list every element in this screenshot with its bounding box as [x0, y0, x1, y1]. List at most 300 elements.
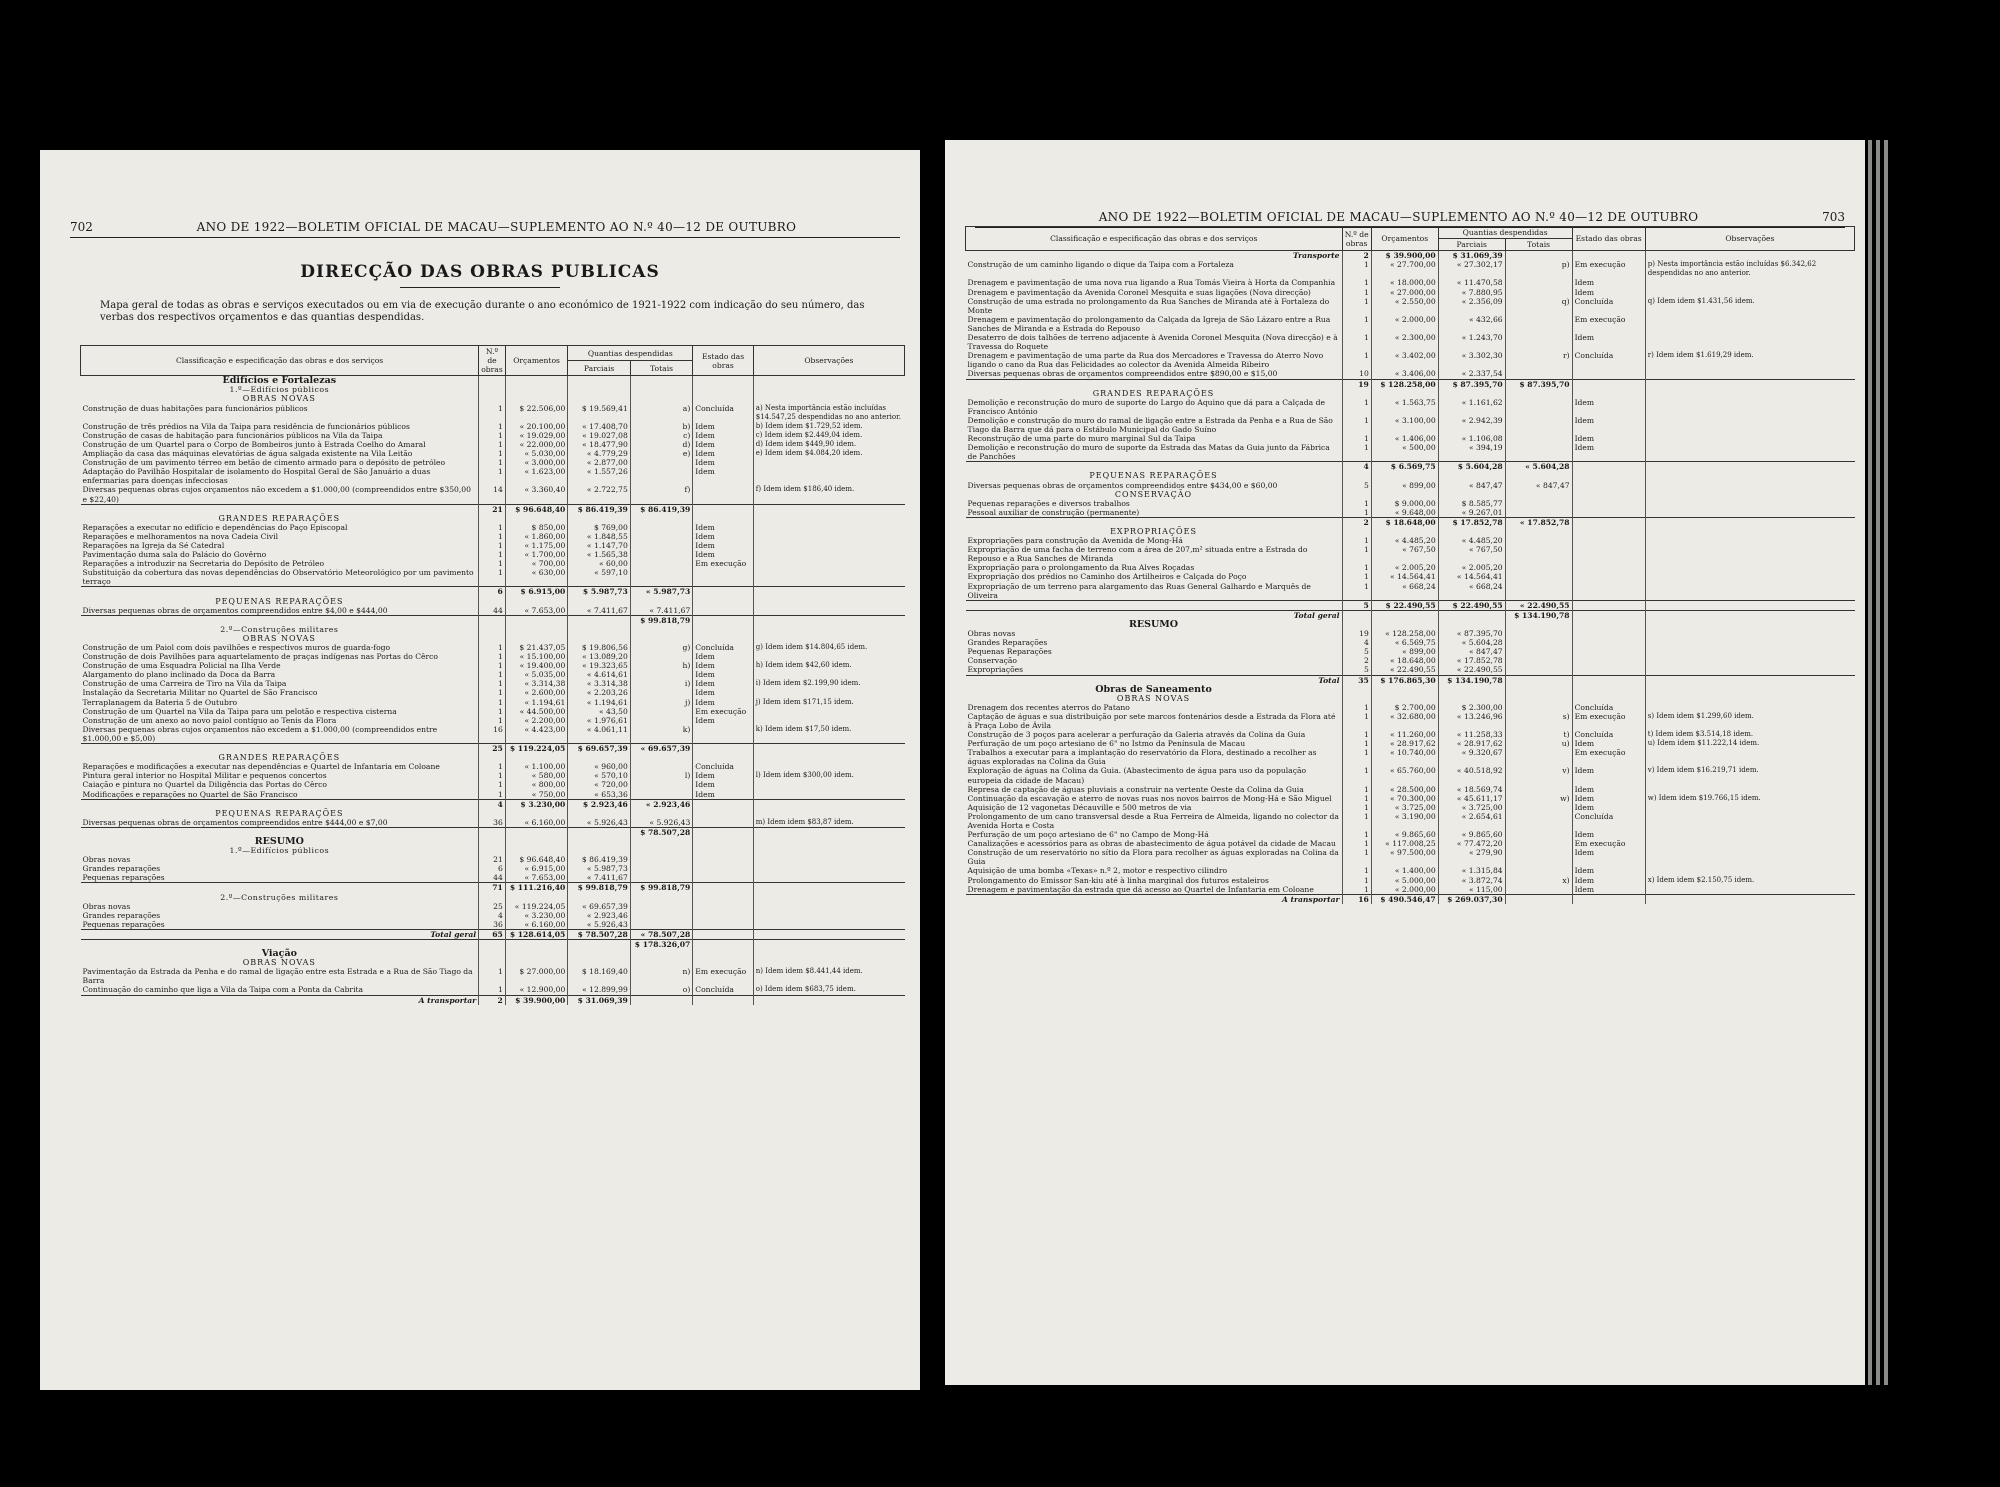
- empty-cell: [1505, 490, 1572, 499]
- col-count: N.º de obras: [479, 346, 506, 376]
- empty-cell: [505, 893, 567, 902]
- right-page: [945, 140, 1865, 1385]
- budget-cell: « 5.035,00: [505, 670, 567, 679]
- partial-cell: « 14.564,41: [1438, 572, 1505, 581]
- empty-cell: [568, 625, 630, 634]
- notes-cell: [1645, 333, 1854, 351]
- total-cell: [1505, 866, 1572, 875]
- state-cell: [693, 818, 753, 828]
- state-cell: Idem: [693, 541, 753, 550]
- notes-cell: q) Idem idem $1.431,56 idem.: [1645, 297, 1854, 315]
- count-cell: 1: [1342, 739, 1371, 748]
- budget-cell: « 6.160,00: [505, 920, 567, 930]
- count-cell: 1: [1342, 434, 1371, 443]
- table-row: [81, 698, 905, 707]
- partial-cell: « 570,10: [568, 771, 630, 780]
- page-edge: [1876, 140, 1880, 1385]
- empty-cell: [753, 846, 904, 855]
- empty-cell: [630, 385, 692, 394]
- total-cell: [630, 902, 692, 911]
- partial-cell: « 3.725,00: [1438, 803, 1505, 812]
- total-cell: [1505, 703, 1572, 712]
- description-cell: Conservação: [967, 656, 1017, 666]
- budget-cell: « 1.563,75: [1371, 398, 1438, 416]
- state-cell: Idem: [1572, 398, 1645, 416]
- state-cell: [1572, 647, 1645, 656]
- total-cell: [1505, 812, 1572, 830]
- budget-cell: « 1.194,61: [505, 698, 567, 707]
- empty-cell: [630, 949, 692, 958]
- description-cell: Drenagem dos recentes aterros do Patano: [967, 702, 1130, 712]
- state-cell: [1572, 563, 1645, 572]
- count-cell: 1: [479, 431, 506, 440]
- state-cell: [693, 568, 753, 587]
- empty-cell: [693, 376, 753, 386]
- partial-cell: « 11.258,33: [1438, 730, 1505, 739]
- notes-cell: [1645, 703, 1854, 712]
- total-cell: i): [630, 679, 692, 688]
- partial-cell: « 87.395,70: [1438, 629, 1505, 638]
- partial-cell: « 18.569,74: [1438, 785, 1505, 794]
- state-cell: Idem: [693, 771, 753, 780]
- count-cell: 19: [1342, 379, 1371, 389]
- state-cell: Concluída: [693, 985, 753, 995]
- description-cell: Substituição da cobertura das novas dependências do Observatório Meteorológico por um pavimento terraço: [82, 568, 474, 587]
- state-cell: [1572, 582, 1645, 601]
- description-cell: Construção de duas habitações para funcionários públicos: [82, 403, 308, 413]
- partial-cell: « 1.161,62: [1438, 398, 1505, 416]
- count-cell: 1: [1342, 508, 1371, 518]
- partial-cell: $ 19.806,56: [568, 643, 630, 652]
- table-row: [81, 550, 905, 559]
- empty-cell: [693, 514, 753, 523]
- state-cell: [693, 725, 753, 744]
- table-row: [966, 536, 1855, 545]
- description-cell: Reparações a introduzir na Secretaria do Depósito de Petróleo: [82, 559, 325, 569]
- total-cell: [1505, 675, 1572, 685]
- total-cell: [1505, 536, 1572, 545]
- count-cell: 10: [1342, 369, 1371, 379]
- total-cell: $ 178.326,07: [630, 940, 692, 950]
- table-row: [81, 771, 905, 780]
- table-row: [966, 471, 1855, 480]
- section-heading: 1.º—Edifícios públicos: [229, 846, 330, 856]
- empty-cell: [479, 376, 506, 386]
- partial-cell: « 847,47: [1438, 647, 1505, 656]
- table-row: [81, 670, 905, 679]
- table-row: [81, 799, 905, 809]
- state-cell: Idem: [1572, 278, 1645, 287]
- table-row: [966, 315, 1855, 333]
- budget-cell: « 2.005,20: [1371, 563, 1438, 572]
- total-cell: [1505, 315, 1572, 333]
- table-row: [966, 703, 1855, 712]
- state-cell: Idem: [693, 661, 753, 670]
- partial-cell: « 7.880,95: [1438, 288, 1505, 297]
- partial-cell: [568, 615, 630, 625]
- empty-cell: [505, 514, 567, 523]
- count-cell: 1: [1342, 288, 1371, 297]
- section-heading: OBRAS NOVAS: [242, 633, 316, 643]
- budget-cell: « 6.160,00: [505, 818, 567, 828]
- partial-cell: « 847,47: [1438, 481, 1505, 490]
- count-cell: 1: [1342, 703, 1371, 712]
- description-cell: Drenagem e pavimentação de uma nova rua ligando a Rua Tomás Vieira à Horta da Companhia: [967, 278, 1336, 288]
- table-row: [966, 876, 1855, 885]
- budget-cell: « 2.000,00: [1371, 315, 1438, 333]
- table-row: [966, 508, 1855, 518]
- description-cell: Total: [966, 675, 1343, 685]
- state-cell: Concluída: [1572, 351, 1645, 369]
- empty-cell: [479, 846, 506, 855]
- empty-cell: [753, 753, 904, 762]
- description-cell: Ampliação da casa das máquinas elevatórias de água salgada existente na Vila Leitão: [82, 449, 413, 459]
- table-row: [81, 625, 905, 634]
- partial-cell: « 3.302,30: [1438, 351, 1505, 369]
- notes-cell: [753, 873, 904, 883]
- budget-cell: $ 22.506,00: [505, 404, 567, 422]
- empty-cell: [1371, 620, 1438, 629]
- notes-cell: [753, 827, 904, 837]
- empty-cell: [693, 893, 753, 902]
- state-cell: [693, 827, 753, 837]
- description-cell: Demolição e construção do muro do ramal de ligação entre a Estrada da Penha e a Rua de São Tiago da Barra que dá para o Estábulo Municipal do Gado Suíno: [967, 415, 1333, 434]
- empty-cell: [630, 634, 692, 643]
- partial-cell: $ 19.569,41: [568, 404, 630, 422]
- budget-cell: $ 96.648,40: [505, 504, 567, 514]
- state-cell: [1572, 379, 1645, 389]
- total-cell: [1505, 894, 1572, 904]
- partial-cell: [568, 940, 630, 950]
- state-cell: [1572, 517, 1645, 527]
- budget-cell: « 580,00: [505, 771, 567, 780]
- budget-cell: « 1.623,00: [505, 467, 567, 485]
- count-cell: 36: [479, 818, 506, 828]
- notes-cell: [1645, 572, 1854, 581]
- description-cell: Diversas pequenas obras de orçamentos compreendidos entre $4,00 e $444,00: [82, 605, 388, 615]
- table-row: [81, 725, 905, 744]
- budget-cell: « 3.406,00: [1371, 369, 1438, 379]
- count-cell: 2: [479, 995, 506, 1005]
- description-cell: Construção de um caminho ligando o dique da Taipa com a Fortaleza: [967, 260, 1234, 270]
- total-cell: [1505, 665, 1572, 675]
- notes-cell: [1645, 656, 1854, 665]
- count-cell: 1: [479, 967, 506, 985]
- count-cell: 1: [479, 716, 506, 725]
- total-cell: $ 86.419,39: [630, 504, 692, 514]
- table-row: [81, 809, 905, 818]
- total-cell: [1505, 288, 1572, 297]
- empty-cell: [693, 809, 753, 818]
- right-table-body: [966, 251, 1855, 904]
- empty-cell: [1572, 490, 1645, 499]
- state-cell: Concluída: [1572, 703, 1645, 712]
- description-cell: Diversas pequenas obras de orçamentos compreendidos entre $444,00 e $7,00: [82, 817, 388, 827]
- description-cell: Reparações na Igreja da Sé Catedral: [82, 540, 225, 550]
- empty-cell: [1371, 685, 1438, 694]
- empty-cell: [1438, 471, 1505, 480]
- state-cell: Concluída: [693, 404, 753, 422]
- total-cell: [630, 716, 692, 725]
- count-cell: 1: [479, 541, 506, 550]
- budget-cell: « 3.725,00: [1371, 803, 1438, 812]
- budget-cell: « 1.860,00: [505, 532, 567, 541]
- description-cell: Diversas pequenas obras cujos orçamentos não excedem a $1.000,00 (compreendidos entre $350,00 e $22,40): [82, 485, 471, 504]
- table-row: [966, 665, 1855, 675]
- state-cell: Idem: [693, 679, 753, 688]
- section-heading: OBRAS NOVAS: [242, 958, 316, 968]
- empty-cell: [505, 634, 567, 643]
- state-cell: [1572, 638, 1645, 647]
- description-cell: Construção de um Quartel na Vila da Taipa para um pelotão e respectiva cisterna: [82, 706, 397, 716]
- section-heading: CONSERVAÇÃO: [1114, 489, 1193, 499]
- count-cell: 5: [1342, 481, 1371, 490]
- budget-cell: « 1.175,00: [505, 541, 567, 550]
- notes-cell: [1645, 434, 1854, 443]
- empty-cell: [505, 597, 567, 606]
- empty-cell: [568, 949, 630, 958]
- partial-cell: « 668,24: [1438, 582, 1505, 601]
- table-row: [81, 827, 905, 837]
- total-cell: $ 99.818,79: [630, 615, 692, 625]
- empty-cell: [753, 514, 904, 523]
- total-cell: [1505, 369, 1572, 379]
- col-totals: Totais: [630, 361, 692, 376]
- count-cell: 14: [479, 485, 506, 504]
- budget-cell: « 3.402,00: [1371, 351, 1438, 369]
- total-cell: « 5.987,73: [630, 587, 692, 597]
- description-cell: Demolição e reconstrução do muro de suporte do Largo do Aquino que dá para a Calçada de Francisco António: [967, 397, 1325, 416]
- notes-cell: [1645, 638, 1854, 647]
- partial-cell: $ 18.169,40: [568, 967, 630, 985]
- empty-cell: [630, 837, 692, 846]
- notes-cell: t) Idem idem $3.514,18 idem.: [1645, 730, 1854, 739]
- table-row: [966, 563, 1855, 572]
- total-cell: x): [1505, 876, 1572, 885]
- state-cell: [1572, 629, 1645, 638]
- budget-cell: « 3.360,40: [505, 485, 567, 504]
- description-cell: Alargamento do plano inclinado da Doca da Barra: [82, 670, 276, 680]
- col-count-r: N.º de obras: [1342, 227, 1371, 251]
- notes-cell: [1645, 894, 1854, 904]
- notes-cell: [753, 523, 904, 532]
- description-cell: Prolongamento de um cano transversal desde a Rua Ferreira de Almeida, ligando no colector da Avenida Horta e Costa: [967, 811, 1339, 830]
- empty-cell: [1438, 527, 1505, 536]
- empty-cell: [1572, 685, 1645, 694]
- state-cell: Idem: [1572, 885, 1645, 895]
- empty-cell: [1645, 694, 1854, 703]
- total-cell: [630, 920, 692, 930]
- budget-cell: « 117.008,25: [1371, 839, 1438, 848]
- partial-cell: « 2.654,61: [1438, 812, 1505, 830]
- empty-cell: [479, 893, 506, 902]
- page-number-left: 702: [70, 220, 93, 234]
- table-row: [81, 883, 905, 893]
- table-row: [966, 794, 1855, 803]
- table-row: [966, 517, 1855, 527]
- notes-cell: [753, 559, 904, 568]
- table-row: [81, 920, 905, 930]
- table-row: [81, 485, 905, 504]
- state-cell: [693, 606, 753, 616]
- partial-cell: $ 78.507,28: [568, 929, 630, 939]
- count-cell: 21: [479, 504, 506, 514]
- state-cell: [693, 873, 753, 883]
- count-cell: 4: [479, 799, 506, 809]
- state-cell: [693, 744, 753, 754]
- notes-cell: [1645, 629, 1854, 638]
- empty-cell: [479, 753, 506, 762]
- description-cell: Construção de três prédios na Vila da Taipa para residência de funcionários públicos: [82, 421, 410, 431]
- partial-cell: « 2.005,20: [1438, 563, 1505, 572]
- partial-cell: $ 5.987,73: [568, 587, 630, 597]
- description-cell: Transporte: [966, 251, 1343, 261]
- partial-cell: « 7.411,67: [568, 606, 630, 616]
- count-cell: 1: [479, 449, 506, 458]
- count-cell: 1: [1342, 830, 1371, 839]
- notes-cell: [1645, 398, 1854, 416]
- col-state: Estado das obras: [693, 346, 753, 376]
- state-cell: [1572, 656, 1645, 665]
- empty-cell: [753, 949, 904, 958]
- table-row: [81, 652, 905, 661]
- table-row: [966, 434, 1855, 443]
- partial-cell: « 77.472,20: [1438, 839, 1505, 848]
- total-cell: $ 78.507,28: [630, 827, 692, 837]
- notes-cell: r) Idem idem $1.619,29 idem.: [1645, 351, 1854, 369]
- table-row: [966, 389, 1855, 398]
- count-cell: 1: [1342, 563, 1371, 572]
- budget-cell: « 15.100,00: [505, 652, 567, 661]
- count-cell: [479, 940, 506, 950]
- table-row: [81, 837, 905, 846]
- notes-cell: [1645, 536, 1854, 545]
- empty-cell: [1572, 620, 1645, 629]
- notes-cell: [753, 716, 904, 725]
- partial-cell: $ 5.604,28: [1438, 462, 1505, 472]
- total-cell: [630, 559, 692, 568]
- count-cell: 4: [1342, 638, 1371, 647]
- empty-cell: [1645, 685, 1854, 694]
- state-cell: Em execução: [1572, 315, 1645, 333]
- description-cell: Expropriação dos prédios no Caminho dos Artilheiros e Calçada do Poço: [967, 572, 1247, 582]
- total-cell: a): [630, 404, 692, 422]
- count-cell: 1: [1342, 848, 1371, 866]
- state-cell: Idem: [693, 688, 753, 697]
- table-row: [81, 949, 905, 958]
- state-cell: [693, 799, 753, 809]
- notes-cell: [1645, 508, 1854, 518]
- notes-cell: [753, 940, 904, 950]
- count-cell: 21: [479, 855, 506, 864]
- count-cell: 1: [1342, 866, 1371, 875]
- state-cell: [1572, 610, 1645, 620]
- total-cell: [1505, 333, 1572, 351]
- description-cell: Pavimentação da Estrada da Penha e do ramal de ligação entre esta Estrada e a Rua de São Tiago da Barra: [82, 967, 473, 986]
- notes-cell: p) Nesta importância estão incluídas $6.342,62 despendidas no ano anterior.: [1645, 260, 1854, 278]
- total-cell: « 69.657,39: [630, 744, 692, 754]
- partial-cell: $ 2.300,00: [1438, 703, 1505, 712]
- table-row: [81, 911, 905, 920]
- count-cell: 1: [1342, 730, 1371, 739]
- empty-cell: [1438, 620, 1505, 629]
- budget-cell: « 7.653,00: [505, 873, 567, 883]
- count-cell: 2: [1342, 656, 1371, 665]
- count-cell: 1: [1342, 297, 1371, 315]
- notes-cell: i) Idem idem $2.199,90 idem.: [753, 679, 904, 688]
- empty-cell: [630, 514, 692, 523]
- section-heading: RESUMO: [254, 835, 304, 847]
- notes-cell: [1645, 369, 1854, 379]
- table-row: [966, 297, 1855, 315]
- notes-cell: [753, 587, 904, 597]
- table-row: [81, 532, 905, 541]
- notes-cell: c) Idem idem $2.449,04 idem.: [753, 431, 904, 440]
- table-row: [966, 443, 1855, 462]
- partial-cell: « 4.061,11: [568, 725, 630, 744]
- partial-cell: « 1.243,70: [1438, 333, 1505, 351]
- empty-cell: [505, 809, 567, 818]
- total-cell: f): [630, 485, 692, 504]
- state-cell: Em execução: [1572, 748, 1645, 766]
- notes-cell: [753, 790, 904, 800]
- empty-cell: [479, 385, 506, 394]
- empty-cell: [505, 949, 567, 958]
- description-cell: Canalizações e acessórios para as obras de abastecimento de água potável da cidade de Macau: [967, 839, 1336, 849]
- budget-cell: « 3.190,00: [1371, 812, 1438, 830]
- count-cell: 1: [1342, 260, 1371, 278]
- table-row: [966, 730, 1855, 739]
- table-row: [966, 610, 1855, 620]
- col-notes-r: Observações: [1645, 227, 1854, 251]
- budget-cell: « 1.406,00: [1371, 434, 1438, 443]
- count-cell: 1: [1342, 398, 1371, 416]
- table-row: [81, 790, 905, 800]
- notes-cell: [753, 707, 904, 716]
- empty-cell: [505, 394, 567, 403]
- table-row: [966, 545, 1855, 563]
- empty-cell: [693, 958, 753, 967]
- description-cell: Grandes reparações: [82, 910, 161, 920]
- total-cell: n): [630, 967, 692, 985]
- count-cell: 25: [479, 744, 506, 754]
- table-row: [966, 481, 1855, 490]
- description-cell: Continuação da escavação e aterro de novas ruas nos novos bairros de Mong-Há e São Miguel: [967, 793, 1332, 803]
- partial-cell: « 2.877,00: [568, 458, 630, 467]
- partial-cell: « 5.604,28: [1438, 638, 1505, 647]
- budget-cell: « 4.485,20: [1371, 536, 1438, 545]
- count-cell: 1: [1342, 785, 1371, 794]
- table-row: [966, 647, 1855, 656]
- table-row: [966, 685, 1855, 694]
- state-cell: [693, 485, 753, 504]
- total-cell: [630, 523, 692, 532]
- count-cell: 1: [479, 688, 506, 697]
- count-cell: 36: [479, 920, 506, 930]
- table-row: [966, 656, 1855, 665]
- count-cell: 1: [479, 780, 506, 789]
- page-number-right: 703: [1822, 210, 1845, 224]
- total-cell: c): [630, 431, 692, 440]
- empty-cell: [1645, 471, 1854, 480]
- description-cell: Pequenas reparações: [82, 873, 165, 883]
- state-cell: Idem: [1572, 416, 1645, 434]
- table-row: [81, 458, 905, 467]
- count-cell: 1: [1342, 351, 1371, 369]
- table-row: [966, 398, 1855, 416]
- budget-cell: « 630,00: [505, 568, 567, 587]
- running-head-title-right: ANO DE 1922—BOLETIM OFICIAL DE MACAU—SUPLEMENTO AO N.º 40—12 DE OUTUBRO: [1098, 210, 1699, 224]
